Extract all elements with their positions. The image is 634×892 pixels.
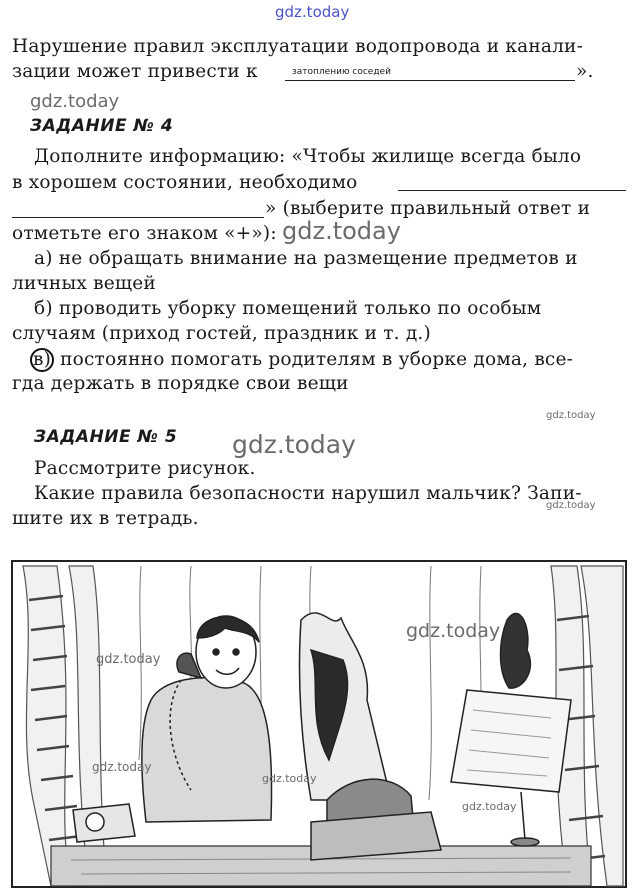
watermark-label: gdz.today [232,430,356,459]
illustration-boy-phone-iron-fire [11,560,627,888]
task4-option-c-line2: гда держать в порядке свои вещи [12,373,349,394]
watermark-label: gdz.today [546,500,596,511]
task3-line1: Нарушение правил эксплуатации водопровода и канали- [12,36,584,57]
watermark-top: gdz.today [275,3,350,21]
task4-line2: в хорошем состоянии, необходимо [12,172,358,193]
task5-line2: Какие правила безопасности нарушил мальчик? Запи- [34,483,582,504]
task4-blank-line-1 [398,190,626,191]
watermark-label: gdz.today [92,760,152,774]
task4-line1: Дополните информацию: «Чтобы жилище всегда было [34,146,582,167]
task4-line3: » (выберите правильный ответ и [265,198,591,219]
task3-line2-suffix: ». [576,61,594,82]
task4-option-c-line1 [32,348,573,372]
task5-line1: Рассмотрите рисунок. [34,458,256,479]
watermark-label: gdz.today [546,410,596,421]
task3-answer-line [285,80,575,81]
task4-option-a-line1: а) не обращать внимание на размещение предметов и [34,248,578,269]
watermark-label: gdz.today [462,800,517,813]
selected-answer-circle: в) [30,348,54,372]
task5-heading: ЗАДАНИЕ № 5 [34,427,178,447]
task4-blank-line-2 [12,217,264,218]
watermark-label: gdz.today [96,652,161,667]
task4-heading: ЗАДАНИЕ № 4 [30,116,174,136]
task4-option-c-text: постоянно помогать родителям в уборке дома, все- [54,349,574,370]
task4-option-b-line2: случаям (приход гостей, праздник и т. д.) [12,323,431,344]
watermark-label: gdz.today [30,91,120,112]
task3-line2-prefix: зации может привести к [12,61,258,82]
task4-option-a-line2: личных вещей [12,273,156,294]
watermark-label: gdz.today [262,772,317,785]
watermark-label: gdz.today [282,217,401,245]
task5-line3: шите их в тетрадь. [12,508,199,529]
task3-answer: затоплению соседей [292,67,391,77]
task4-line4: отметьте его знаком «+»): [12,223,277,244]
watermark-label: gdz.today [406,620,501,642]
task4-option-b-line1: б) проводить уборку помещений только по особым [34,298,542,319]
